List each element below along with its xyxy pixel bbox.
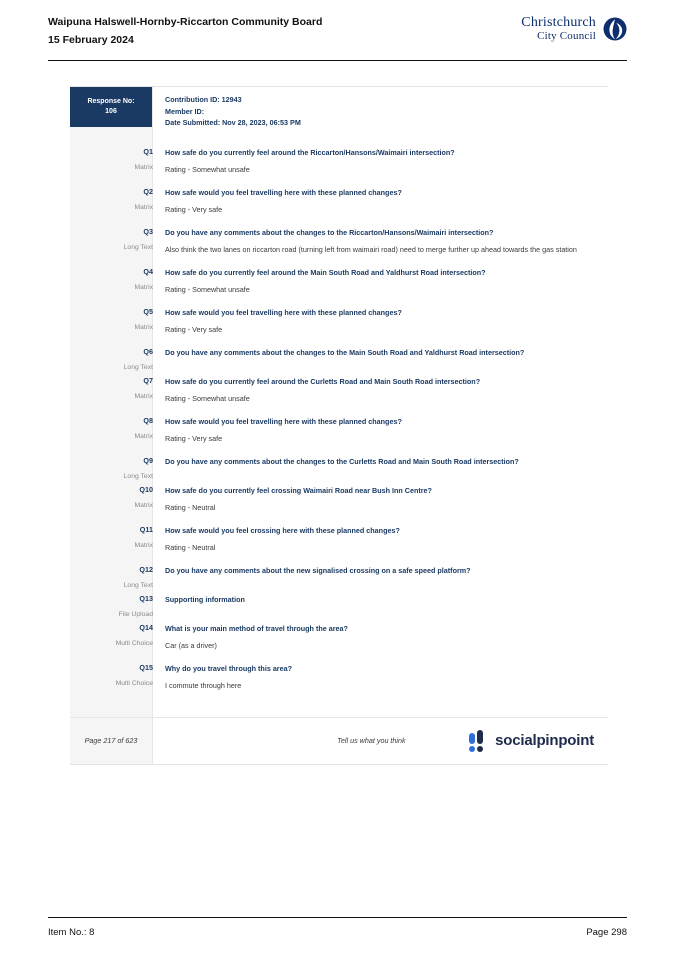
answer-text: Rating - Somewhat unsafe — [165, 164, 250, 174]
qa-item — [134, 484, 608, 513]
member-id: Member ID: — [165, 106, 205, 116]
question-number: Q5 — [143, 306, 153, 316]
qa-spacer — [165, 404, 608, 416]
question-number: Q2 — [143, 186, 153, 196]
answer-text: Rating - Neutral — [165, 542, 216, 552]
board-name: Waipuna Halswell-Hornby-Riccarton Community Board — [48, 16, 323, 28]
question-type: Multi Choice — [115, 639, 153, 647]
qa-item — [123, 226, 608, 255]
question-type: Long Text — [123, 581, 153, 589]
qa-item — [134, 415, 608, 444]
pinpoint-icon — [469, 730, 489, 752]
question-number: Q10 — [139, 484, 153, 494]
qa-item — [134, 375, 608, 404]
response-number-label: Response No: — [87, 98, 135, 105]
qa-item — [123, 346, 608, 371]
qa-spacer — [165, 215, 608, 227]
question-type: Long Text — [123, 472, 153, 480]
question-type: Matrix — [134, 501, 153, 509]
question-number: Q3 — [143, 226, 153, 236]
question-text: How safe do you currently feel around the Curletts Road and Main South Road intersection? — [165, 376, 481, 386]
qa-spacer — [165, 255, 608, 267]
response-meta — [153, 87, 608, 135]
response-card-footer — [70, 717, 608, 765]
question-number: Q14 — [139, 622, 153, 632]
meeting-date: 15 February 2024 — [48, 34, 134, 46]
answer-text: Car (as a driver) — [165, 640, 217, 650]
header-title-block — [48, 14, 322, 48]
qa-spacer — [165, 513, 608, 525]
answer-text: I commute through here — [165, 680, 242, 690]
contribution-id: Contribution ID: 12943 — [165, 95, 242, 104]
question-number: Q12 — [139, 564, 153, 574]
qa-item — [134, 186, 608, 215]
socialpinpoint-wordmark: socialpinpoint — [495, 732, 594, 749]
card-footer-left — [70, 718, 153, 764]
question-text: How safe would you feel crossing here with these planned changes? — [165, 525, 400, 535]
item-number: Item No.: 8 — [48, 927, 95, 938]
question-number: Q1 — [143, 146, 153, 156]
response-content — [115, 87, 608, 717]
qa-spacer — [165, 175, 608, 187]
qa-spacer — [165, 473, 608, 485]
question-type: Matrix — [134, 203, 153, 211]
question-type: Matrix — [134, 392, 153, 400]
question-number: Q9 — [143, 455, 153, 465]
qa-spacer — [165, 553, 608, 565]
question-type: Long Text — [123, 363, 153, 371]
question-text: What is your main method of travel through the area? — [165, 623, 348, 633]
date-submitted: Date Submitted: Nov 28, 2023, 06:53 PM — [165, 118, 301, 127]
question-text: How safe would you feel travelling here with these planned changes? — [165, 416, 402, 426]
answer-text: Rating - Somewhat unsafe — [165, 284, 250, 294]
question-type: Matrix — [134, 283, 153, 291]
question-type: Matrix — [134, 432, 153, 440]
qa-spacer — [165, 582, 608, 594]
question-number: Q6 — [143, 346, 153, 356]
question-text: Do you have any comments about the changes to the Riccarton/Hansons/Waimairi intersection? — [165, 227, 494, 237]
document-header — [48, 14, 627, 60]
question-number: Q15 — [139, 662, 153, 672]
ccc-logo-line2: City Council — [537, 29, 596, 42]
response-card — [70, 86, 608, 765]
question-type: Long Text — [123, 243, 153, 251]
card-footer-right — [153, 718, 608, 764]
response-card-body — [70, 87, 608, 717]
qa-spacer — [165, 611, 608, 623]
christchurch-city-council-logo — [521, 16, 627, 42]
qa-spacer — [165, 335, 608, 347]
header-divider — [48, 60, 627, 61]
question-text: Do you have any comments about the changes to the Curletts Road and Main South Road intersection? — [165, 456, 519, 466]
question-type: Matrix — [134, 541, 153, 549]
answer-text: Rating - Very safe — [165, 433, 223, 443]
document-footer — [48, 927, 627, 938]
qa-item — [115, 622, 608, 651]
question-text: How safe do you currently feel crossing Waimairi Road near Bush Inn Centre? — [165, 485, 432, 495]
question-type: Multi Choice — [115, 679, 153, 687]
response-number-badge — [70, 87, 152, 127]
answer-text: Also think the two lanes on riccarton road (turning left from waimairi road) need to merge further up ahead towards the gas station — [165, 244, 577, 254]
qa-spacer — [165, 364, 608, 376]
question-number: Q4 — [143, 266, 153, 276]
qa-item — [134, 146, 608, 175]
question-text: Supporting information — [165, 594, 245, 604]
question-text: Do you have any comments about the changes to the Main South Road and Yaldhurst Road intersection? — [165, 347, 525, 357]
qa-item — [123, 455, 608, 480]
question-number: Q8 — [143, 415, 153, 425]
card-page-indicator: Page 217 of 623 — [84, 736, 138, 745]
question-text: How safe do you currently feel around the Riccarton/Hansons/Waimairi intersection? — [165, 147, 455, 157]
question-text: How safe would you feel travelling here with these planned changes? — [165, 307, 402, 317]
page-number: Page 298 — [586, 927, 627, 938]
response-number-value: 106 — [105, 108, 117, 115]
tagline-text: Tell us what you think — [337, 736, 406, 745]
question-type: File Upload — [118, 610, 153, 618]
qa-item — [134, 306, 608, 335]
question-number: Q13 — [139, 593, 153, 603]
ccc-logo-text — [521, 16, 596, 42]
ccc-logo-line1: Christchurch — [521, 15, 596, 30]
question-text: How safe would you feel travelling here with these planned changes? — [165, 187, 402, 197]
answer-text: Rating - Very safe — [165, 204, 223, 214]
question-type: Matrix — [134, 163, 153, 171]
qa-spacer — [165, 295, 608, 307]
qa-item — [123, 564, 608, 589]
qa-item — [134, 524, 608, 553]
question-answer-list — [115, 135, 608, 691]
question-type: Matrix — [134, 323, 153, 331]
socialpinpoint-logo — [469, 730, 594, 752]
question-text: Do you have any comments about the new signalised crossing on a safe speed platform? — [165, 565, 471, 575]
qa-item — [134, 266, 608, 295]
question-number: Q7 — [143, 375, 153, 385]
question-number: Q11 — [139, 524, 153, 534]
answer-text: Rating - Neutral — [165, 502, 216, 512]
answer-text: Rating - Very safe — [165, 324, 223, 334]
footer-divider — [48, 917, 627, 918]
qa-spacer — [165, 444, 608, 456]
question-text: How safe do you currently feel around the Main South Road and Yaldhurst Road intersection? — [165, 267, 486, 277]
ccc-emblem-icon — [603, 16, 627, 42]
question-text: Why do you travel through this area? — [165, 663, 292, 673]
qa-spacer — [165, 651, 608, 663]
qa-item — [118, 593, 608, 618]
answer-text: Rating - Somewhat unsafe — [165, 393, 250, 403]
qa-item — [115, 662, 608, 691]
